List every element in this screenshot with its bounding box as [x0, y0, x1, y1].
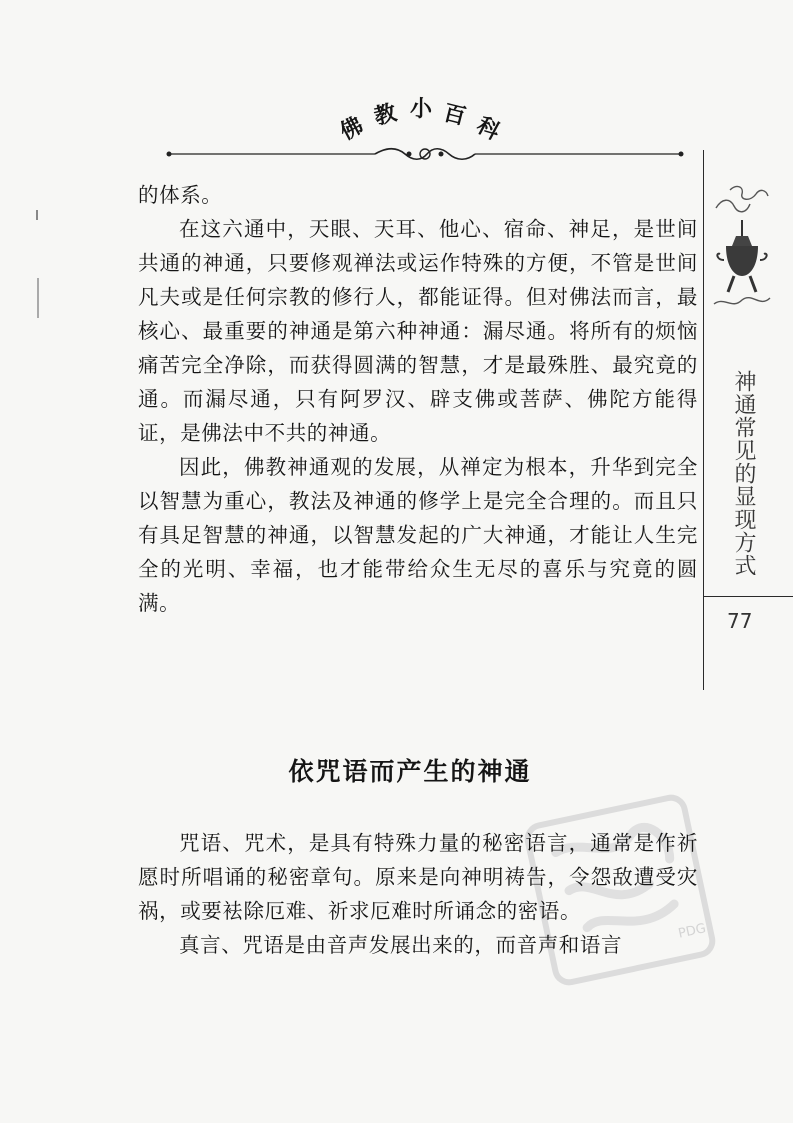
- header-char: 教: [371, 99, 400, 131]
- section-heading: 依咒语而产生的神通: [288, 757, 532, 786]
- body-text-upper: [138, 178, 698, 620]
- paragraph: 因此，佛教神通观的发展，从禅定为根本，升华到完全以智慧为重心，教法及神通的修学上是完全合理的。而且只有具足智慧的神通，以智慧发起的广大神通，才能让人生完全的光明、幸福，也才能带给众生无尽的喜乐与究竟的圆满。: [138, 455, 698, 615]
- chapter-side-title: 神通常见的显现方式: [731, 370, 756, 577]
- running-header-title: [335, 92, 510, 146]
- page-number-area: [703, 596, 793, 647]
- body-text-lower: [138, 826, 698, 962]
- paragraph: 咒语、咒术，是具有特殊力量的秘密语言，通常是作祈愿时所唱诵的秘密章句。原来是向神明祷告，令怨敌遭受灾祸，或要袪除厄难、祈求厄难时所诵念的密语。: [138, 831, 698, 923]
- scan-artifact-mark: [36, 210, 38, 220]
- header-char: 佛: [335, 112, 368, 146]
- paragraph: 在这六通中，天眼、天耳、他心、宿命、神足，是世间共通的神通，只要修观禅法或运作特殊的方便，不管是世间凡夫或是任何宗教的修行人，都能证得。但对佛法而言，最核心、最重要的神通是第六种神通：漏尽通。将所有的烦恼痛苦完全净除，而获得圆满的智慧，才是最殊胜、最究竟的通。而漏尽通，只有阿罗汉、辟支佛或菩萨、佛陀方能得证，是佛法中不共的神通。: [138, 217, 698, 445]
- header-ornament-divider: [165, 146, 685, 162]
- page-number: 77: [727, 609, 753, 633]
- incense-burner-icon: [712, 180, 772, 330]
- header-char: 科: [472, 112, 505, 146]
- header-char: 百: [440, 99, 469, 131]
- watermark-text: PDG: [676, 921, 708, 942]
- paragraph: 的体系。: [138, 183, 223, 207]
- paragraph: 真言、咒语是由音声发展出来的，而音声和语言: [179, 933, 623, 957]
- scan-artifact-mark: [37, 278, 39, 318]
- header-char: 小: [410, 96, 433, 122]
